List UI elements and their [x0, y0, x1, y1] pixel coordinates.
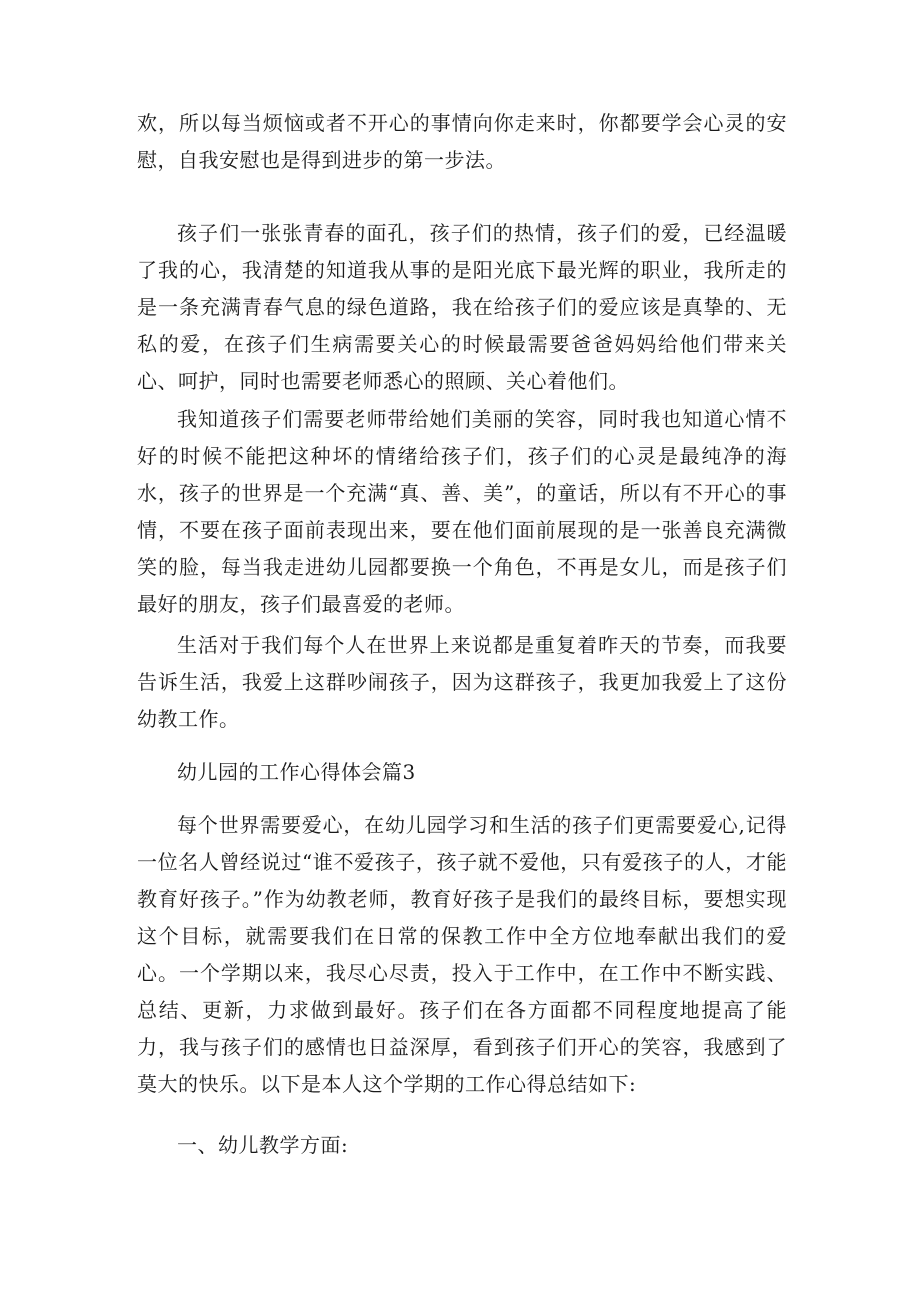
paragraph-love-children: 每个世界需要爱心，在幼儿园学习和生活的孩子们更需要爱心,记得一位名人曾经说过“谁不爱孩子，孩子就不爱他，只有爱孩子的人，才能教育好孩子。”作为幼教老师，教育好孩子是我们的最终目标，要想实现这个目标，就需要我们在日常的保教工作中全方位地奉献出我们的爱心。一个学期以来，我尽心尽责，投入于工作中，在工作中不断实践、总结、更新，力求做到最好。孩子们在各方面都不同程度地提高了能力，我与孩子们的感情也日益深厚，看到孩子们开心的笑容，我感到了莫大的快乐。以下是本人这个学期的工作心得总结如下: — [137, 813, 787, 1096]
subsection-heading: 一、幼儿教学方面: — [177, 1133, 349, 1157]
paragraph-teacher-smile: 我知道孩子们需要老师带给她们美丽的笑容，同时我也知道心情不好的时候不能把这种坏的情绪给孩子们，孩子们的心灵是最纯净的海水，孩子的世界是一个充满“真、善、美”，的童话，所以有不开心的事情，不要在孩子面前表现出来，要在他们面前展现的是一张善良充满微笑的脸，每当我走进幼儿园都要换一个角色，不再是女儿，而是孩子们最好的朋友，孩子们最喜爱的老师。 — [137, 407, 787, 616]
paragraph-life-rhythm: 生活对于我们每个人在世界上来说都是重复着昨天的节奏，而我要告诉生活，我爱上这群吵闹孩子，因为这群孩子，我更加我爱上了这份幼教工作。 — [137, 633, 787, 731]
section-heading: 幼儿园的工作心得体会篇3 — [177, 760, 416, 784]
paragraph-continuation: 欢，所以每当烦恼或者不开心的事情向你走来时，你都要学会心灵的安慰，自我安慰也是得到进步的第一步法。 — [137, 111, 787, 172]
paragraph-children-faces: 孩子们一张张青春的面孔，孩子们的热情，孩子们的爱，已经温暖了我的心，我清楚的知道我从事的是阳光底下最光辉的职业，我所走的是一条充满青春气息的绿色道路，我在给孩子们的爱应该是真挚的、无私的爱，在孩子们生病需要关心的时候最需要爸爸妈妈给他们带来关心、呵护，同时也需要老师悉心的照顾、关心着他们。 — [137, 221, 787, 393]
